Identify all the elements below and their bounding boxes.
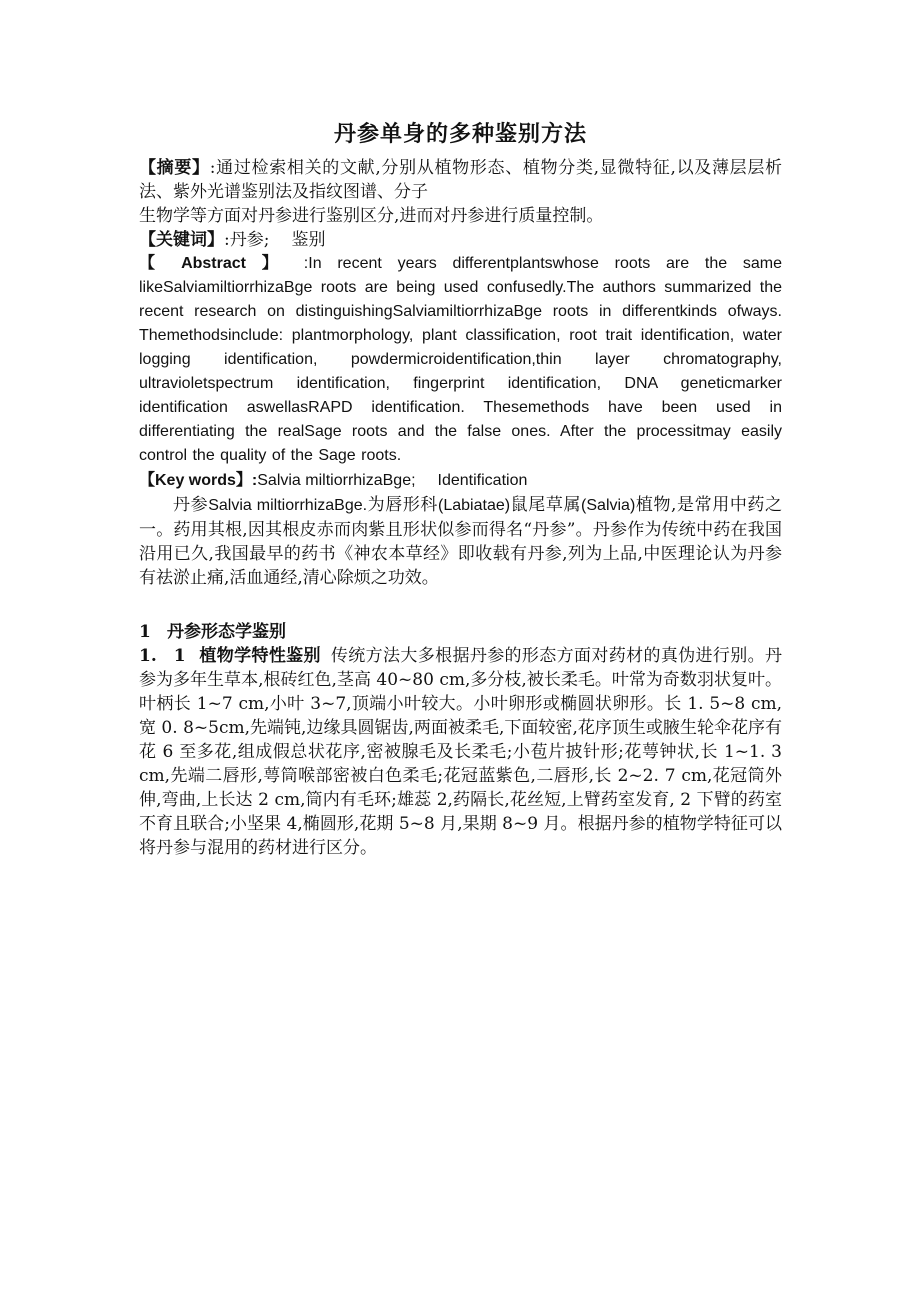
document-body <box>139 118 782 860</box>
intro-latin-1: Salvia miltiorrhizaBge. <box>208 497 368 514</box>
abstract-en <box>139 252 782 468</box>
keywords-cn <box>139 228 782 252</box>
section-1-heading <box>139 620 782 644</box>
spacer <box>139 590 782 614</box>
section-1-number: 1 <box>139 622 151 642</box>
abstract-cn-label: 【摘要】 <box>139 158 210 178</box>
intro-latin-3: (Salvia) <box>581 497 636 514</box>
keywords-en-term-1: Salvia miltiorrhizaBge; <box>257 472 416 489</box>
subsection-1-1-paragraph <box>139 644 782 860</box>
abstract-cn-text-2: 生物学等方面对丹参进行鉴别区分,进而对丹参进行质量控制。 <box>139 206 604 226</box>
abstract-cn-text-1: :通过检索相关的文献,分别从植物形态、植物分类,显微特征,以及薄层层析法、紫外光谱鉴别法及指纹图谱、分子 <box>139 158 783 202</box>
subsection-1-1-text: 传统方法大多根据丹参的形态方面对药材的真伪进行别。丹参为多年生草本,根砖红色,茎高 40~80 cm,多分枝,被长柔毛。叶常为奇数羽状复叶。叶柄长 1~7 cm,小叶 3~7,顶端小叶较大。小叶卵形或椭圆状卵形。长 1. 5~8 cm,宽 0. 8~5cm,先端钝,边缘具圆锯齿,两面被柔毛,下面较密,花序顶生或腋生轮伞花序有花 6 至多花,组成假总状花序,密被腺毛及长柔毛;小苞片披针形;花萼钟状,长 1~1. 3 cm,先端二唇形,萼筒喉部密被白色柔毛;花冠蓝紫色,二唇形,长 2~2. 7 cm,花冠筒外伸,弯曲,上长达 2 cm,筒内有毛环;雄蕊 2,药隔长,花丝短,上臂药室发育, 2 下臂的药室不育且联合;小坚果 4,椭圆形,花期 5~8 月,果期 8~9 月。根据丹参的植物学特征可以将丹参与混用的药材进行区分。 <box>139 646 783 858</box>
abstract-en-label: 【 Abstract 】 <box>139 255 289 272</box>
keywords-en <box>139 468 782 493</box>
page-title: 丹参单身的多种鉴别方法 <box>333 121 587 147</box>
intro-text-4: 植物,是常用中药之一。药用其根,因其根皮赤而肉紫且形状似参而得名“丹参”。丹参作为传统中药在我国沿用已久,我国最早的药书《神农本草经》即收载有丹参,列为上品,中医理论认为丹参有祛淤止痛,活血通经,清心除烦之功效。 <box>139 495 783 588</box>
intro-latin-2: (Labiatae) <box>438 497 511 514</box>
section-1-title: 丹参形态学鉴别 <box>167 622 286 642</box>
abstract-cn <box>139 156 782 228</box>
intro-text-1: 丹参 <box>173 495 209 515</box>
keywords-en-label: 【Key words】: <box>139 472 258 489</box>
subsection-1-1-number: 1. 1 <box>139 646 186 666</box>
keywords-cn-label: 【关键词】 <box>139 230 224 250</box>
intro-text-3: 鼠尾草属 <box>510 495 582 515</box>
keywords-cn-term-1: :丹参; <box>224 230 270 250</box>
keywords-en-term-2: Identification <box>437 472 528 489</box>
subsection-1-1-title: 植物学特性鉴别 <box>199 646 321 666</box>
intro-text-2: 为唇形科 <box>367 495 439 515</box>
abstract-en-text: :In recent years differentplantswhose roots are the same likeSalviamiltiorrhizaBge roots are being used confusedly.The authors summarized the recent research on distinguishingSalviamiltiorrhizaBge roots in differentkinds ofways. Themethodsinclude: plantmorphology, plant classification, root trait identification, water logging identification, powdermicroidentification,thin layer chromatography, ultravioletspectrum identification, fingerprint identification, DNA geneticmarker identification aswellasRAPD identification. Thesemethods have been used in differentiating the realSage roots and the false ones. After the processitmay easily control the quality of the Sage roots. <box>139 255 782 464</box>
keywords-cn-term-2: 鉴别 <box>291 230 326 250</box>
intro-paragraph <box>139 493 782 590</box>
